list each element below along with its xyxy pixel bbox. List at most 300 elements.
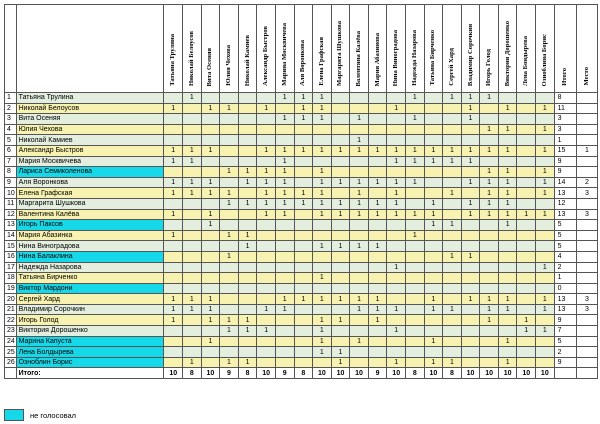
vote-cell: 1 [201, 209, 220, 220]
vote-cell: 1 [424, 220, 443, 231]
table-row [5, 177, 598, 188]
column-header-label: Николай Белоусов [187, 30, 195, 86]
table-row [5, 283, 598, 294]
vote-cell [424, 251, 443, 262]
vote-cell [517, 177, 536, 188]
row-place: 1 [576, 145, 597, 156]
row-number: 3 [5, 114, 17, 125]
vote-cell [498, 273, 517, 284]
vote-cell: 1 [183, 177, 202, 188]
vote-cell: 1 [183, 188, 202, 199]
vote-cell [164, 114, 183, 125]
vote-cell [405, 124, 424, 135]
vote-cell [443, 198, 462, 209]
row-place [576, 347, 597, 358]
row-total: 13 [554, 188, 576, 199]
vote-cell [275, 315, 294, 326]
vote-cell [294, 241, 313, 252]
vote-cell [387, 93, 406, 104]
vote-cell [424, 135, 443, 146]
vote-cell: 1 [164, 315, 183, 326]
vote-cell: 1 [405, 93, 424, 104]
vote-cell: 1 [350, 241, 369, 252]
column-header [220, 5, 239, 93]
vote-cell: 1 [461, 209, 480, 220]
row-place [576, 262, 597, 273]
vote-cell [517, 114, 536, 125]
vote-cell: 1 [461, 177, 480, 188]
vote-cell: 1 [257, 326, 276, 337]
vote-cell [368, 347, 387, 358]
vote-cell: 1 [220, 251, 239, 262]
table-row [5, 357, 598, 368]
vote-cell [350, 230, 369, 241]
row-number: 25 [5, 347, 17, 358]
vote-cell [201, 124, 220, 135]
vote-cell [350, 262, 369, 273]
vote-cell: 1 [164, 145, 183, 156]
column-header-label: Мария Абазинова [373, 32, 381, 86]
header-name-blank [16, 5, 164, 93]
vote-cell [183, 220, 202, 231]
vote-cell [498, 262, 517, 273]
participant-name: Сергей Хард [16, 294, 164, 305]
vote-cell: 1 [331, 177, 350, 188]
vote-cell [220, 114, 239, 125]
participant-name: Мария Москвичева [16, 156, 164, 167]
vote-cell: 1 [368, 209, 387, 220]
vote-cell [257, 230, 276, 241]
vote-cell: 1 [164, 156, 183, 167]
vote-cell: 1 [164, 230, 183, 241]
vote-cell [164, 251, 183, 262]
participant-name: Надежда Назарова [16, 262, 164, 273]
vote-cell [405, 304, 424, 315]
row-number: 19 [5, 283, 17, 294]
vote-cell [183, 283, 202, 294]
vote-cell [164, 93, 183, 104]
vote-cell: 1 [461, 294, 480, 305]
vote-cell [183, 124, 202, 135]
vote-cell [461, 304, 480, 315]
vote-cell [461, 167, 480, 178]
row-number: 23 [5, 326, 17, 337]
vote-cell [201, 93, 220, 104]
vote-cell: 1 [313, 336, 332, 347]
table-row [5, 188, 598, 199]
vote-cell [368, 156, 387, 167]
vote-cell [368, 188, 387, 199]
vote-cell [294, 326, 313, 337]
vote-cell [424, 124, 443, 135]
vote-cell [183, 262, 202, 273]
vote-cell [480, 336, 499, 347]
vote-cell: 1 [331, 357, 350, 368]
vote-cell: 1 [498, 177, 517, 188]
vote-cell [443, 262, 462, 273]
vote-cell: 1 [387, 156, 406, 167]
footer-blank [5, 368, 17, 379]
vote-cell [201, 273, 220, 284]
vote-cell: 1 [443, 93, 462, 104]
column-header-place [576, 5, 597, 93]
row-total: 3 [554, 114, 576, 125]
vote-cell: 1 [183, 156, 202, 167]
vote-cell [368, 262, 387, 273]
vote-cell [294, 230, 313, 241]
vote-cell: 1 [350, 114, 369, 125]
column-header-label: Маргарита Шушкова [336, 20, 344, 86]
voting-table-container [4, 4, 598, 406]
column-header-label: Валентина Калёва [355, 30, 363, 86]
vote-cell: 1 [350, 209, 369, 220]
vote-cell [498, 114, 517, 125]
vote-cell [517, 273, 536, 284]
row-number: 24 [5, 336, 17, 347]
vote-cell [424, 167, 443, 178]
row-number: 12 [5, 209, 17, 220]
header-row [5, 5, 598, 93]
vote-cell [368, 336, 387, 347]
vote-cell [536, 241, 555, 252]
vote-cell: 1 [498, 198, 517, 209]
vote-cell [498, 315, 517, 326]
row-total: 8 [554, 93, 576, 104]
vote-cell [517, 188, 536, 199]
vote-cell: 1 [331, 315, 350, 326]
table-row [5, 93, 598, 104]
vote-cell: 1 [387, 326, 406, 337]
vote-cell: 1 [294, 93, 313, 104]
vote-cell [164, 347, 183, 358]
row-number: 13 [5, 220, 17, 231]
column-header-label: Татьяна Трулина [169, 34, 177, 86]
vote-cell [350, 251, 369, 262]
vote-cell [443, 294, 462, 305]
vote-cell [368, 124, 387, 135]
column-header-total [554, 5, 576, 93]
vote-cell [461, 315, 480, 326]
vote-cell [461, 347, 480, 358]
table-row [5, 230, 598, 241]
vote-cell [238, 347, 257, 358]
vote-cell [220, 220, 239, 231]
vote-cell: 1 [257, 188, 276, 199]
vote-cell [238, 156, 257, 167]
vote-cell [183, 347, 202, 358]
vote-cell [443, 114, 462, 125]
vote-cell [517, 167, 536, 178]
table-row [5, 273, 598, 284]
footer-count: 8 [238, 368, 257, 379]
column-header-place-label: Место [582, 67, 590, 86]
vote-cell: 1 [480, 177, 499, 188]
vote-cell: 1 [480, 304, 499, 315]
vote-cell: 1 [461, 145, 480, 156]
row-total: 3 [554, 124, 576, 135]
vote-cell [536, 230, 555, 241]
vote-cell: 1 [536, 326, 555, 337]
vote-cell [368, 283, 387, 294]
vote-cell: 1 [201, 188, 220, 199]
vote-cell: 1 [461, 156, 480, 167]
vote-cell: 1 [164, 294, 183, 305]
column-header [201, 5, 220, 93]
vote-cell [517, 198, 536, 209]
row-total: 13 [554, 294, 576, 305]
column-header [257, 5, 276, 93]
vote-cell [405, 188, 424, 199]
vote-cell [387, 114, 406, 125]
vote-cell [443, 135, 462, 146]
vote-cell [238, 188, 257, 199]
vote-cell [461, 357, 480, 368]
vote-cell [201, 167, 220, 178]
row-total: 12 [554, 198, 576, 209]
vote-cell: 1 [220, 326, 239, 337]
vote-cell [164, 273, 183, 284]
vote-cell: 1 [275, 167, 294, 178]
vote-cell: 1 [536, 167, 555, 178]
vote-cell [294, 209, 313, 220]
participant-name: Мария Абазинка [16, 230, 164, 241]
footer-count: 10 [350, 368, 369, 379]
vote-cell: 1 [183, 357, 202, 368]
vote-cell: 1 [461, 114, 480, 125]
vote-cell [443, 209, 462, 220]
vote-cell: 1 [517, 326, 536, 337]
footer-label: Итого: [16, 368, 164, 379]
vote-cell [183, 326, 202, 337]
vote-cell: 1 [313, 198, 332, 209]
participant-name: Марина Капуста [16, 336, 164, 347]
vote-cell [461, 124, 480, 135]
vote-cell [443, 167, 462, 178]
vote-cell: 1 [443, 156, 462, 167]
vote-cell [294, 347, 313, 358]
vote-cell: 1 [405, 114, 424, 125]
row-place [576, 135, 597, 146]
vote-cell [424, 230, 443, 241]
vote-cell: 1 [498, 220, 517, 231]
vote-cell [331, 251, 350, 262]
column-header-label: Озноблина Борис [540, 33, 548, 86]
vote-cell [294, 262, 313, 273]
vote-cell: 1 [275, 177, 294, 188]
vote-cell [257, 294, 276, 305]
vote-cell [461, 135, 480, 146]
vote-cell: 1 [424, 156, 443, 167]
vote-cell: 1 [424, 145, 443, 156]
row-total: 11 [554, 103, 576, 114]
vote-cell [517, 145, 536, 156]
vote-cell [238, 273, 257, 284]
vote-cell: 1 [331, 209, 350, 220]
vote-cell [424, 315, 443, 326]
row-total: 9 [554, 357, 576, 368]
vote-cell: 1 [313, 114, 332, 125]
vote-cell [405, 315, 424, 326]
vote-cell [257, 273, 276, 284]
participant-name: Нина Балаклина [16, 251, 164, 262]
footer-place [576, 368, 597, 379]
vote-cell [536, 347, 555, 358]
vote-cell: 1 [480, 145, 499, 156]
vote-cell [536, 220, 555, 231]
vote-cell [424, 188, 443, 199]
vote-cell [331, 114, 350, 125]
column-header-total-label: Итого [561, 68, 569, 86]
vote-cell [517, 347, 536, 358]
vote-cell: 1 [536, 124, 555, 135]
vote-cell: 1 [238, 241, 257, 252]
footer-count: 10 [387, 368, 406, 379]
vote-cell: 1 [387, 262, 406, 273]
vote-cell [164, 326, 183, 337]
vote-cell [331, 283, 350, 294]
vote-cell [350, 124, 369, 135]
vote-cell [424, 177, 443, 188]
vote-cell [164, 336, 183, 347]
vote-cell [480, 220, 499, 231]
vote-cell [443, 273, 462, 284]
vote-cell: 1 [275, 145, 294, 156]
row-place [576, 124, 597, 135]
vote-cell [405, 251, 424, 262]
vote-cell: 1 [368, 177, 387, 188]
vote-cell [480, 273, 499, 284]
row-total: 5 [554, 230, 576, 241]
vote-cell [275, 273, 294, 284]
row-place: 3 [576, 188, 597, 199]
vote-cell [238, 251, 257, 262]
vote-cell [498, 230, 517, 241]
vote-cell: 1 [368, 241, 387, 252]
row-number: 22 [5, 315, 17, 326]
vote-cell [368, 273, 387, 284]
row-place [576, 241, 597, 252]
vote-cell [424, 283, 443, 294]
table-row [5, 262, 598, 273]
vote-cell: 1 [405, 177, 424, 188]
vote-cell [461, 283, 480, 294]
voting-table [4, 4, 598, 379]
table-row [5, 315, 598, 326]
vote-cell [275, 326, 294, 337]
vote-cell [461, 262, 480, 273]
vote-cell [220, 347, 239, 358]
row-number: 9 [5, 177, 17, 188]
column-header-label: Нина Виноградова [392, 29, 400, 86]
vote-cell: 1 [536, 304, 555, 315]
vote-cell [443, 336, 462, 347]
vote-cell [331, 124, 350, 135]
vote-cell: 1 [461, 198, 480, 209]
vote-cell: 1 [498, 209, 517, 220]
vote-cell [331, 93, 350, 104]
vote-cell [368, 251, 387, 262]
vote-cell: 1 [498, 304, 517, 315]
vote-cell [480, 283, 499, 294]
vote-cell: 1 [405, 209, 424, 220]
vote-cell [498, 93, 517, 104]
vote-cell: 1 [350, 336, 369, 347]
row-number: 11 [5, 198, 17, 209]
participant-name: Юлия Чехова [16, 124, 164, 135]
vote-cell: 1 [313, 241, 332, 252]
vote-cell: 1 [536, 103, 555, 114]
vote-cell [517, 336, 536, 347]
vote-cell [164, 283, 183, 294]
vote-cell: 1 [424, 198, 443, 209]
vote-cell: 1 [517, 209, 536, 220]
vote-cell [183, 198, 202, 209]
column-header [387, 5, 406, 93]
legend-label: не голосовал [30, 410, 77, 420]
row-place [576, 315, 597, 326]
vote-cell: 1 [238, 357, 257, 368]
vote-cell: 1 [368, 315, 387, 326]
participant-name: Елена Графская [16, 188, 164, 199]
vote-cell: 1 [387, 177, 406, 188]
vote-cell: 1 [498, 336, 517, 347]
vote-cell [257, 283, 276, 294]
vote-cell [350, 326, 369, 337]
row-total: 9 [554, 167, 576, 178]
table-row [5, 326, 598, 337]
vote-cell [405, 294, 424, 305]
vote-cell [238, 304, 257, 315]
footer-count: 10 [331, 368, 350, 379]
participant-name: Игорь Паксов [16, 220, 164, 231]
vote-cell [517, 283, 536, 294]
row-place [576, 220, 597, 231]
vote-cell: 1 [331, 347, 350, 358]
vote-cell: 1 [350, 188, 369, 199]
vote-cell: 1 [201, 177, 220, 188]
row-place [576, 357, 597, 368]
vote-cell [238, 145, 257, 156]
column-header-label: Вита Осеняя [206, 47, 214, 86]
vote-cell: 1 [498, 145, 517, 156]
vote-cell [220, 135, 239, 146]
vote-cell [220, 124, 239, 135]
vote-cell [405, 135, 424, 146]
vote-cell: 1 [424, 336, 443, 347]
vote-cell: 1 [387, 145, 406, 156]
vote-cell [517, 241, 536, 252]
vote-cell: 1 [275, 294, 294, 305]
vote-cell [275, 241, 294, 252]
vote-cell [238, 283, 257, 294]
vote-cell [443, 347, 462, 358]
vote-cell [220, 294, 239, 305]
vote-cell [275, 357, 294, 368]
row-place: 3 [576, 294, 597, 305]
column-header-label: Лена Бондырева [522, 36, 530, 86]
row-number: 15 [5, 241, 17, 252]
footer-count: 8 [294, 368, 313, 379]
row-total: 0 [554, 283, 576, 294]
column-header [350, 5, 369, 93]
footer-count: 10 [164, 368, 183, 379]
participant-name: Николай Камиев [16, 135, 164, 146]
vote-cell [201, 347, 220, 358]
vote-cell [387, 124, 406, 135]
row-number: 5 [5, 135, 17, 146]
vote-cell: 1 [275, 198, 294, 209]
footer-count: 10 [536, 368, 555, 379]
